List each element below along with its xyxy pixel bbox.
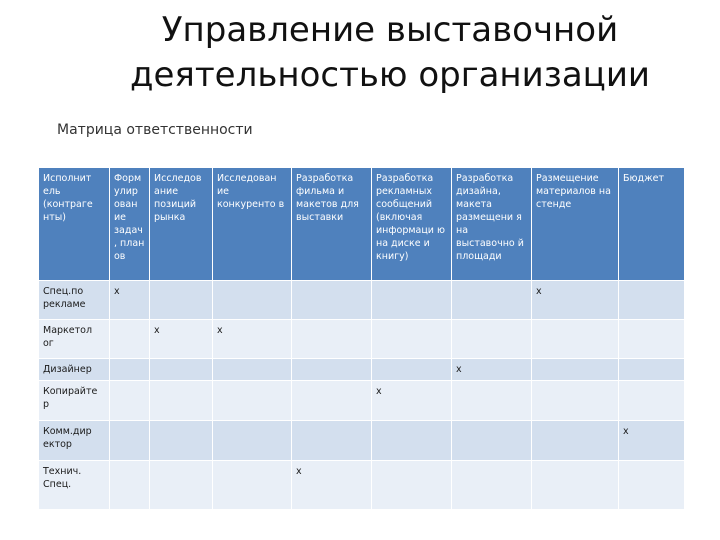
- row-header-cell: Спец.по рекламе: [39, 281, 110, 320]
- table-cell: [532, 381, 619, 421]
- row-header-cell: Технич. Спец.: [39, 461, 110, 510]
- table-cell: x: [110, 281, 150, 320]
- table-cell: [110, 461, 150, 510]
- slide-subtitle: Матрица ответственности: [57, 122, 253, 138]
- table-cell: [213, 359, 292, 381]
- table-row: [39, 381, 685, 421]
- table-cell: [532, 320, 619, 359]
- responsibility-matrix-table: [38, 167, 685, 510]
- table-cell: x: [292, 461, 372, 510]
- table-cell: [532, 421, 619, 461]
- table-cell: [150, 381, 213, 421]
- column-header: Исследован ие конкуренто в: [213, 168, 292, 281]
- table-cell: [292, 359, 372, 381]
- table-cell: x: [452, 359, 532, 381]
- table-row: [39, 320, 685, 359]
- table-cell: x: [619, 421, 685, 461]
- table-row: [39, 421, 685, 461]
- table-cell: [619, 461, 685, 510]
- table-cell: [110, 320, 150, 359]
- table-row: [39, 461, 685, 510]
- column-header: Исследов ание позиций рынка: [150, 168, 213, 281]
- table-cell: [150, 461, 213, 510]
- slide-title-line-1: Управление выставочной: [161, 10, 619, 50]
- column-header: Форм улир ован ие задач, план ов: [110, 168, 150, 281]
- table-cell: [213, 381, 292, 421]
- table-cell: [213, 281, 292, 320]
- table-cell: [619, 281, 685, 320]
- table-cell: [619, 381, 685, 421]
- table-cell: [292, 421, 372, 461]
- table-cell: [150, 281, 213, 320]
- row-header-cell: Дизайнер: [39, 359, 110, 381]
- table-cell: [452, 381, 532, 421]
- column-header: Размещение материалов на стенде: [532, 168, 619, 281]
- table-cell: [372, 359, 452, 381]
- table-cell: [619, 320, 685, 359]
- row-header-cell: Маркетол ог: [39, 320, 110, 359]
- table-cell: [452, 320, 532, 359]
- table-cell: [452, 281, 532, 320]
- table-cell: [292, 281, 372, 320]
- table-cell: [619, 359, 685, 381]
- column-header: Разработка рекламных сообщений (включая информаци ю на диске и книгу): [372, 168, 452, 281]
- table-cell: [532, 359, 619, 381]
- table-cell: [110, 421, 150, 461]
- table-cell: [150, 359, 213, 381]
- table-cell: [452, 421, 532, 461]
- slide-title: [60, 8, 720, 98]
- table-row: [39, 281, 685, 320]
- table-cell: [372, 281, 452, 320]
- table-cell: x: [213, 320, 292, 359]
- table-cell: [372, 320, 452, 359]
- table-cell: [452, 461, 532, 510]
- column-header: Разработка дизайна, макета размещени я на выставочно й площади: [452, 168, 532, 281]
- table-cell: [532, 461, 619, 510]
- table-cell: [110, 381, 150, 421]
- slide-title-line-2: деятельностью организации: [129, 55, 651, 95]
- column-header: Исполнит ель (контраге нты): [39, 168, 110, 281]
- table-cell: x: [372, 381, 452, 421]
- table-cell: [213, 461, 292, 510]
- table-cell: [292, 381, 372, 421]
- table-cell: [150, 421, 213, 461]
- table-cell: x: [150, 320, 213, 359]
- table-cell: [372, 421, 452, 461]
- table-cell: [292, 320, 372, 359]
- table-cell: [213, 421, 292, 461]
- table-cell: [372, 461, 452, 510]
- row-header-cell: Комм.дир ектор: [39, 421, 110, 461]
- column-header: Бюджет: [619, 168, 685, 281]
- table-header-row: [39, 168, 685, 281]
- column-header: Разработка фильма и макетов для выставки: [292, 168, 372, 281]
- row-header-cell: Копирайте р: [39, 381, 110, 421]
- table-row: [39, 359, 685, 381]
- table-cell: [110, 359, 150, 381]
- table-cell: x: [532, 281, 619, 320]
